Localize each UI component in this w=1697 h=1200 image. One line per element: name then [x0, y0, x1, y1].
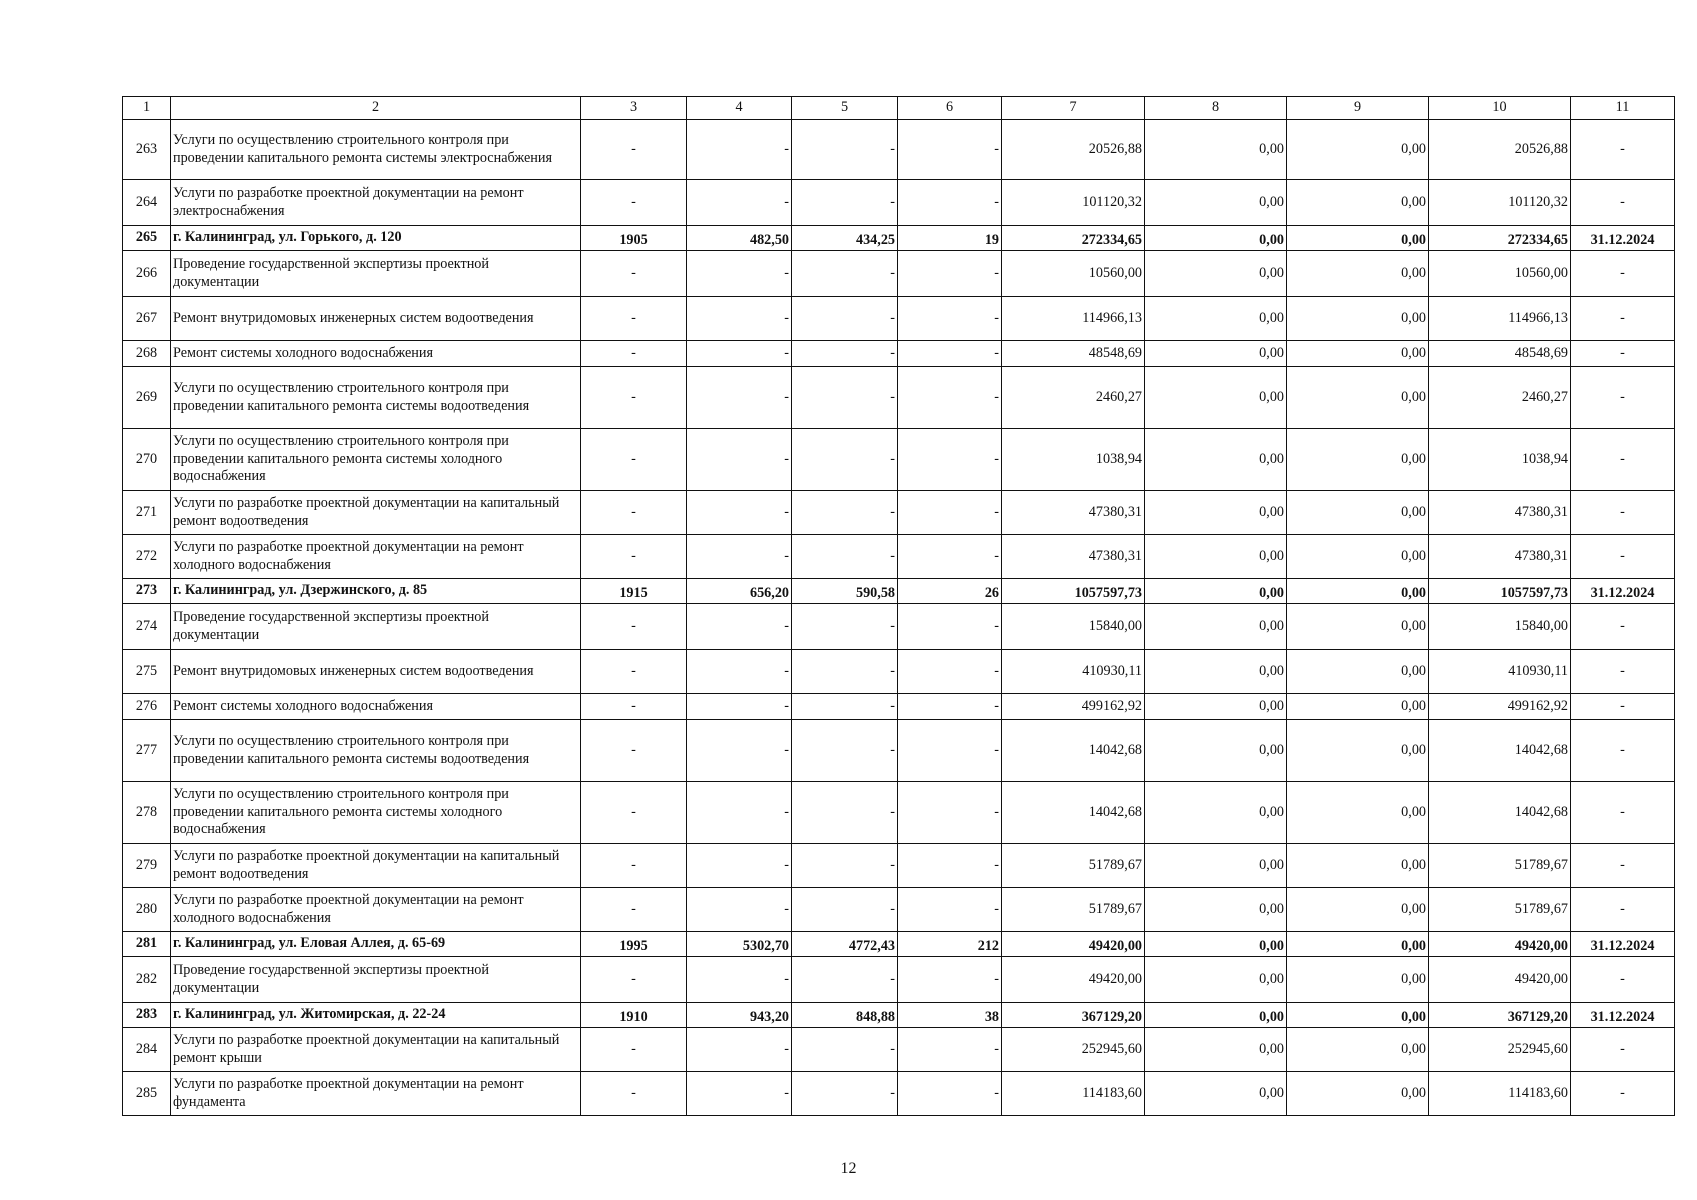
row-number: 278: [123, 782, 171, 844]
total-area: -: [687, 180, 792, 226]
cost-total: 499162,92: [1002, 694, 1145, 720]
cost-col8: 0,00: [1145, 604, 1287, 650]
residents-count: -: [898, 782, 1002, 844]
total-area: -: [687, 844, 792, 888]
row-name: Услуги по разработке проектной документации на ремонт электроснабжения: [171, 180, 581, 226]
row-name: Ремонт системы холодного водоснабжения: [171, 341, 581, 367]
cost-col10: 14042,68: [1429, 720, 1571, 782]
cost-col9: 0,00: [1287, 604, 1429, 650]
cost-col8: 0,00: [1145, 297, 1287, 341]
living-area: -: [792, 1072, 898, 1116]
cost-col8: 0,00: [1145, 535, 1287, 579]
col-header-8: 8: [1145, 97, 1287, 120]
living-area: -: [792, 720, 898, 782]
cost-col9: 0,00: [1287, 341, 1429, 367]
residents-count: -: [898, 429, 1002, 491]
table-row: [123, 535, 1675, 579]
residents-count: -: [898, 367, 1002, 429]
row-number: 264: [123, 180, 171, 226]
year-built: 1905: [581, 226, 687, 251]
total-area: -: [687, 720, 792, 782]
completion-date: -: [1571, 120, 1675, 180]
row-number: 270: [123, 429, 171, 491]
residents-count: -: [898, 650, 1002, 694]
completion-date: -: [1571, 491, 1675, 535]
living-area: -: [792, 180, 898, 226]
table-body: [123, 120, 1675, 1116]
row-name: Услуги по осуществлению строительного контроля при проведении капитального ремонта системы водоотведения: [171, 720, 581, 782]
completion-date: -: [1571, 535, 1675, 579]
cost-col8: 0,00: [1145, 491, 1287, 535]
year-built: -: [581, 957, 687, 1003]
row-name: Услуги по разработке проектной документации на капитальный ремонт крыши: [171, 1028, 581, 1072]
cost-col8: 0,00: [1145, 180, 1287, 226]
residents-count: -: [898, 1028, 1002, 1072]
living-area: -: [792, 957, 898, 1003]
table-row: [123, 957, 1675, 1003]
residents-count: -: [898, 297, 1002, 341]
cost-total: 1038,94: [1002, 429, 1145, 491]
cost-total: 114183,60: [1002, 1072, 1145, 1116]
living-area: 4772,43: [792, 932, 898, 957]
year-built: -: [581, 251, 687, 297]
row-name: Услуги по осуществлению строительного контроля при проведении капитального ремонта системы водоотведения: [171, 367, 581, 429]
living-area: -: [792, 367, 898, 429]
total-area: -: [687, 1072, 792, 1116]
residents-count: 212: [898, 932, 1002, 957]
cost-col9: 0,00: [1287, 932, 1429, 957]
living-area: -: [792, 650, 898, 694]
cost-col8: 0,00: [1145, 579, 1287, 604]
cost-col10: 252945,60: [1429, 1028, 1571, 1072]
cost-col8: 0,00: [1145, 120, 1287, 180]
row-number: 266: [123, 251, 171, 297]
cost-total: 14042,68: [1002, 720, 1145, 782]
completion-date: 31.12.2024: [1571, 1003, 1675, 1028]
cost-col10: 10560,00: [1429, 251, 1571, 297]
residents-count: -: [898, 888, 1002, 932]
cost-col10: 14042,68: [1429, 782, 1571, 844]
living-area: -: [792, 120, 898, 180]
row-name: Услуги по разработке проектной документации на ремонт холодного водоснабжения: [171, 535, 581, 579]
residents-count: -: [898, 251, 1002, 297]
total-area: -: [687, 491, 792, 535]
cost-total: 47380,31: [1002, 535, 1145, 579]
cost-col10: 15840,00: [1429, 604, 1571, 650]
living-area: 848,88: [792, 1003, 898, 1028]
address-row: [123, 226, 1675, 251]
year-built: -: [581, 1028, 687, 1072]
total-area: 5302,70: [687, 932, 792, 957]
year-built: -: [581, 844, 687, 888]
total-area: 482,50: [687, 226, 792, 251]
completion-date: -: [1571, 297, 1675, 341]
total-area: -: [687, 341, 792, 367]
row-number: 272: [123, 535, 171, 579]
living-area: -: [792, 429, 898, 491]
year-built: 1915: [581, 579, 687, 604]
cost-total: 367129,20: [1002, 1003, 1145, 1028]
table-row: [123, 429, 1675, 491]
cost-col9: 0,00: [1287, 1028, 1429, 1072]
address-row: [123, 1003, 1675, 1028]
cost-total: 48548,69: [1002, 341, 1145, 367]
total-area: -: [687, 251, 792, 297]
completion-date: -: [1571, 957, 1675, 1003]
row-number: 267: [123, 297, 171, 341]
row-number: 279: [123, 844, 171, 888]
year-built: -: [581, 650, 687, 694]
residents-count: -: [898, 535, 1002, 579]
table-row: [123, 491, 1675, 535]
cost-col9: 0,00: [1287, 957, 1429, 1003]
row-name: Ремонт внутридомовых инженерных систем водоотведения: [171, 650, 581, 694]
completion-date: -: [1571, 844, 1675, 888]
row-name: Услуги по осуществлению строительного контроля при проведении капитального ремонта системы электроснабжения: [171, 120, 581, 180]
cost-total: 252945,60: [1002, 1028, 1145, 1072]
cost-col9: 0,00: [1287, 429, 1429, 491]
cost-total: 47380,31: [1002, 491, 1145, 535]
table-row: [123, 888, 1675, 932]
row-number: 269: [123, 367, 171, 429]
cost-col10: 101120,32: [1429, 180, 1571, 226]
cost-col9: 0,00: [1287, 491, 1429, 535]
cost-col9: 0,00: [1287, 367, 1429, 429]
living-area: 434,25: [792, 226, 898, 251]
cost-col9: 0,00: [1287, 535, 1429, 579]
cost-col10: 20526,88: [1429, 120, 1571, 180]
table-row: [123, 720, 1675, 782]
cost-col9: 0,00: [1287, 782, 1429, 844]
cost-col10: 2460,27: [1429, 367, 1571, 429]
cost-col9: 0,00: [1287, 844, 1429, 888]
col-header-9: 9: [1287, 97, 1429, 120]
row-name: Услуги по разработке проектной документации на капитальный ремонт водоотведения: [171, 491, 581, 535]
residents-count: -: [898, 180, 1002, 226]
row-number: 268: [123, 341, 171, 367]
page-number: 12: [840, 1160, 857, 1177]
cost-col8: 0,00: [1145, 429, 1287, 491]
living-area: -: [792, 491, 898, 535]
cost-total: 410930,11: [1002, 650, 1145, 694]
living-area: -: [792, 251, 898, 297]
cost-total: 49420,00: [1002, 932, 1145, 957]
completion-date: 31.12.2024: [1571, 226, 1675, 251]
cost-col8: 0,00: [1145, 844, 1287, 888]
total-area: -: [687, 1028, 792, 1072]
col-header-10: 10: [1429, 97, 1571, 120]
living-area: -: [792, 694, 898, 720]
residents-count: -: [898, 957, 1002, 1003]
row-number: 271: [123, 491, 171, 535]
cost-col9: 0,00: [1287, 120, 1429, 180]
year-built: -: [581, 888, 687, 932]
cost-col9: 0,00: [1287, 888, 1429, 932]
completion-date: -: [1571, 1072, 1675, 1116]
cost-col10: 51789,67: [1429, 844, 1571, 888]
completion-date: -: [1571, 694, 1675, 720]
total-area: 943,20: [687, 1003, 792, 1028]
cost-col10: 49420,00: [1429, 932, 1571, 957]
row-number: 285: [123, 1072, 171, 1116]
cost-col8: 0,00: [1145, 1003, 1287, 1028]
cost-total: 272334,65: [1002, 226, 1145, 251]
table-row: [123, 180, 1675, 226]
cost-col9: 0,00: [1287, 650, 1429, 694]
cost-col10: 410930,11: [1429, 650, 1571, 694]
cost-total: 114966,13: [1002, 297, 1145, 341]
year-built: -: [581, 694, 687, 720]
year-built: -: [581, 429, 687, 491]
col-header-6: 6: [898, 97, 1002, 120]
table-row: [123, 604, 1675, 650]
cost-col9: 0,00: [1287, 579, 1429, 604]
living-area: -: [792, 604, 898, 650]
residents-count: -: [898, 720, 1002, 782]
cost-col8: 0,00: [1145, 694, 1287, 720]
table-row: [123, 251, 1675, 297]
address-row: [123, 932, 1675, 957]
completion-date: -: [1571, 180, 1675, 226]
cost-total: 10560,00: [1002, 251, 1145, 297]
completion-date: 31.12.2024: [1571, 932, 1675, 957]
cost-col10: 47380,31: [1429, 491, 1571, 535]
column-number-row: [123, 97, 1675, 120]
total-area: -: [687, 957, 792, 1003]
total-area: -: [687, 782, 792, 844]
living-area: -: [792, 888, 898, 932]
cost-col8: 0,00: [1145, 1072, 1287, 1116]
residents-count: -: [898, 491, 1002, 535]
cost-total: 2460,27: [1002, 367, 1145, 429]
cost-total: 14042,68: [1002, 782, 1145, 844]
col-header-1: 1: [123, 97, 171, 120]
table-row: [123, 844, 1675, 888]
residents-count: 38: [898, 1003, 1002, 1028]
completion-date: 31.12.2024: [1571, 579, 1675, 604]
completion-date: -: [1571, 650, 1675, 694]
total-area: -: [687, 888, 792, 932]
year-built: -: [581, 604, 687, 650]
cost-col10: 48548,69: [1429, 341, 1571, 367]
table-row: [123, 1072, 1675, 1116]
cost-col9: 0,00: [1287, 694, 1429, 720]
row-number: 276: [123, 694, 171, 720]
living-area: -: [792, 341, 898, 367]
row-name: Проведение государственной экспертизы проектной документации: [171, 251, 581, 297]
row-number: 282: [123, 957, 171, 1003]
address-row: [123, 579, 1675, 604]
cost-col9: 0,00: [1287, 226, 1429, 251]
residents-count: -: [898, 1072, 1002, 1116]
year-built: 1995: [581, 932, 687, 957]
cost-col9: 0,00: [1287, 180, 1429, 226]
living-area: -: [792, 782, 898, 844]
cost-col10: 1038,94: [1429, 429, 1571, 491]
cost-col8: 0,00: [1145, 720, 1287, 782]
living-area: -: [792, 844, 898, 888]
year-built: -: [581, 1072, 687, 1116]
year-built: -: [581, 180, 687, 226]
year-built: -: [581, 782, 687, 844]
row-name: Услуги по разработке проектной документации на капитальный ремонт водоотведения: [171, 844, 581, 888]
col-header-5: 5: [792, 97, 898, 120]
row-name: Проведение государственной экспертизы проектной документации: [171, 604, 581, 650]
total-area: -: [687, 120, 792, 180]
cost-col9: 0,00: [1287, 1003, 1429, 1028]
cost-total: 1057597,73: [1002, 579, 1145, 604]
row-name: Услуги по осуществлению строительного контроля при проведении капитального ремонта системы холодного водоснабжения: [171, 782, 581, 844]
table-row: [123, 367, 1675, 429]
cost-total: 20526,88: [1002, 120, 1145, 180]
cost-col8: 0,00: [1145, 341, 1287, 367]
table-row: [123, 297, 1675, 341]
row-name: г. Калининград, ул. Житомирская, д. 22-24: [171, 1003, 581, 1028]
row-name: Услуги по разработке проектной документации на ремонт фундамента: [171, 1072, 581, 1116]
row-number: 274: [123, 604, 171, 650]
living-area: -: [792, 297, 898, 341]
total-area: -: [687, 604, 792, 650]
living-area: -: [792, 1028, 898, 1072]
cost-col8: 0,00: [1145, 1028, 1287, 1072]
cost-col9: 0,00: [1287, 1072, 1429, 1116]
year-built: 1910: [581, 1003, 687, 1028]
cost-col10: 49420,00: [1429, 957, 1571, 1003]
total-area: -: [687, 367, 792, 429]
table-row: [123, 782, 1675, 844]
cost-col10: 51789,67: [1429, 888, 1571, 932]
row-name: г. Калининград, ул. Дзержинского, д. 85: [171, 579, 581, 604]
row-number: 284: [123, 1028, 171, 1072]
completion-date: -: [1571, 1028, 1675, 1072]
cost-total: 51789,67: [1002, 888, 1145, 932]
year-built: -: [581, 367, 687, 429]
cost-col9: 0,00: [1287, 720, 1429, 782]
row-name: Услуги по разработке проектной документации на ремонт холодного водоснабжения: [171, 888, 581, 932]
cost-col10: 114966,13: [1429, 297, 1571, 341]
cost-col10: 1057597,73: [1429, 579, 1571, 604]
cost-col8: 0,00: [1145, 650, 1287, 694]
col-header-11: 11: [1571, 97, 1675, 120]
cost-col8: 0,00: [1145, 932, 1287, 957]
cost-total: 51789,67: [1002, 844, 1145, 888]
living-area: 590,58: [792, 579, 898, 604]
row-name: Услуги по осуществлению строительного контроля при проведении капитального ремонта системы холодного водоснабжения: [171, 429, 581, 491]
table-row: [123, 694, 1675, 720]
row-name: Ремонт системы холодного водоснабжения: [171, 694, 581, 720]
total-area: 656,20: [687, 579, 792, 604]
year-built: -: [581, 491, 687, 535]
total-area: -: [687, 297, 792, 341]
total-area: -: [687, 429, 792, 491]
cost-col10: 47380,31: [1429, 535, 1571, 579]
cost-col10: 499162,92: [1429, 694, 1571, 720]
table-row: [123, 341, 1675, 367]
residents-count: 19: [898, 226, 1002, 251]
cost-total: 15840,00: [1002, 604, 1145, 650]
completion-date: -: [1571, 782, 1675, 844]
cost-total: 101120,32: [1002, 180, 1145, 226]
cost-col9: 0,00: [1287, 297, 1429, 341]
completion-date: -: [1571, 341, 1675, 367]
row-name: Ремонт внутридомовых инженерных систем водоотведения: [171, 297, 581, 341]
col-header-3: 3: [581, 97, 687, 120]
year-built: -: [581, 297, 687, 341]
cost-col8: 0,00: [1145, 957, 1287, 1003]
completion-date: -: [1571, 888, 1675, 932]
row-number: 263: [123, 120, 171, 180]
cost-col8: 0,00: [1145, 226, 1287, 251]
col-header-4: 4: [687, 97, 792, 120]
row-number: 277: [123, 720, 171, 782]
row-number: 275: [123, 650, 171, 694]
completion-date: -: [1571, 604, 1675, 650]
row-number: 273: [123, 579, 171, 604]
cost-col8: 0,00: [1145, 251, 1287, 297]
cost-col10: 272334,65: [1429, 226, 1571, 251]
cost-col8: 0,00: [1145, 367, 1287, 429]
year-built: -: [581, 535, 687, 579]
row-number: 280: [123, 888, 171, 932]
row-number: 281: [123, 932, 171, 957]
living-area: -: [792, 535, 898, 579]
cost-col8: 0,00: [1145, 888, 1287, 932]
total-area: -: [687, 535, 792, 579]
residents-count: -: [898, 844, 1002, 888]
year-built: -: [581, 720, 687, 782]
completion-date: -: [1571, 367, 1675, 429]
table-row: [123, 1028, 1675, 1072]
completion-date: -: [1571, 429, 1675, 491]
total-area: -: [687, 650, 792, 694]
table-row: [123, 120, 1675, 180]
row-name: Проведение государственной экспертизы проектной документации: [171, 957, 581, 1003]
row-number: 265: [123, 226, 171, 251]
total-area: -: [687, 694, 792, 720]
row-name: г. Калининград, ул. Еловая Аллея, д. 65-69: [171, 932, 581, 957]
completion-date: -: [1571, 720, 1675, 782]
cost-col8: 0,00: [1145, 782, 1287, 844]
residents-count: -: [898, 604, 1002, 650]
row-name: г. Калининград, ул. Горького, д. 120: [171, 226, 581, 251]
residents-count: -: [898, 341, 1002, 367]
col-header-2: 2: [171, 97, 581, 120]
repair-schedule-table: [122, 96, 1675, 1116]
row-number: 283: [123, 1003, 171, 1028]
year-built: -: [581, 120, 687, 180]
cost-total: 49420,00: [1002, 957, 1145, 1003]
completion-date: -: [1571, 251, 1675, 297]
year-built: -: [581, 341, 687, 367]
residents-count: -: [898, 120, 1002, 180]
residents-count: -: [898, 694, 1002, 720]
table-row: [123, 650, 1675, 694]
residents-count: 26: [898, 579, 1002, 604]
col-header-7: 7: [1002, 97, 1145, 120]
cost-col10: 114183,60: [1429, 1072, 1571, 1116]
cost-col10: 367129,20: [1429, 1003, 1571, 1028]
cost-col9: 0,00: [1287, 251, 1429, 297]
